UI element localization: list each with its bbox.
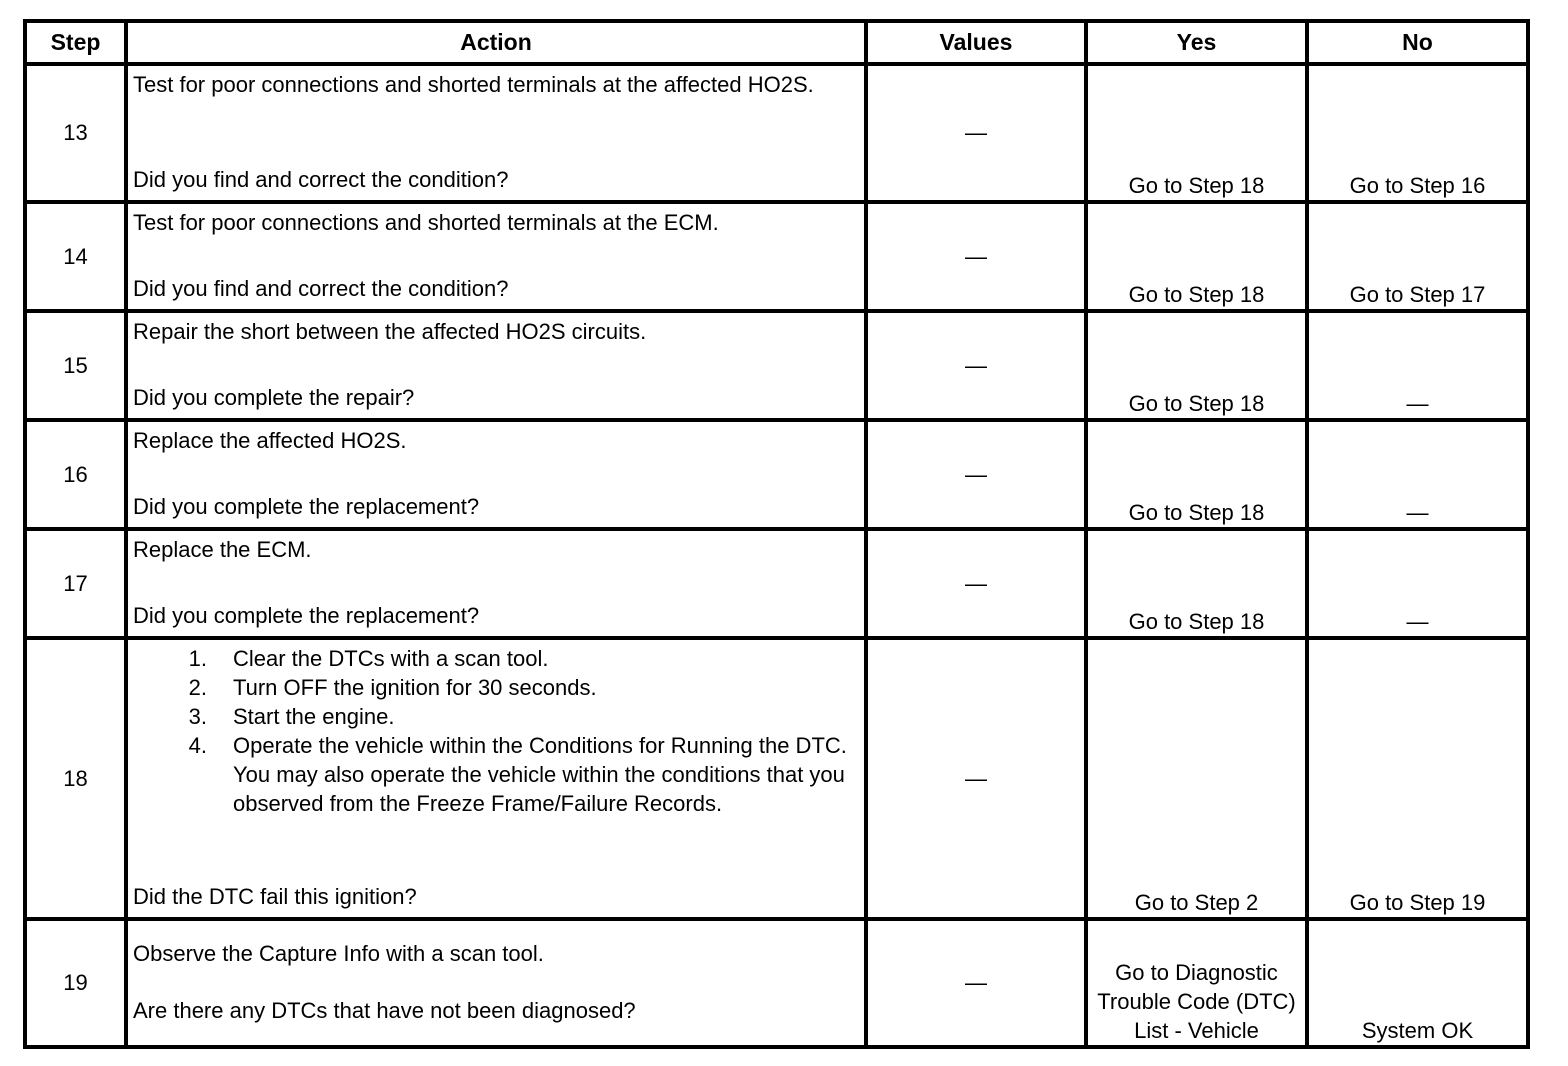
action-instruction: Observe the Capture Info with a scan tool. (133, 941, 544, 966)
table-row (25, 311, 1528, 420)
action-instruction: Test for poor connections and shorted terminals at the ECM. (133, 210, 719, 235)
action-question: Did you complete the repair? (133, 385, 415, 410)
step-number: 15 (25, 311, 126, 420)
list-item (133, 673, 858, 702)
list-item-number: 2. (188, 675, 207, 700)
list-item-number: 1. (188, 646, 207, 671)
action-cell (126, 638, 866, 919)
step-number: 17 (25, 529, 126, 638)
action-question: Are there any DTCs that have not been diagnosed? (133, 998, 636, 1023)
values-cell: — (866, 420, 1086, 529)
list-item-text: Start the engine. (233, 704, 395, 729)
yes-cell: Go to Step 18 (1086, 311, 1307, 420)
action-question: Did you find and correct the condition? (133, 276, 509, 301)
header-values: Values (866, 21, 1086, 64)
action-cell (126, 64, 866, 202)
no-cell: — (1307, 420, 1528, 529)
yes-cell: Go to Step 2 (1086, 638, 1307, 919)
list-item-text: Turn OFF the ignition for 30 seconds. (233, 675, 597, 700)
values-cell: — (866, 311, 1086, 420)
step-number: 16 (25, 420, 126, 529)
table-row (25, 919, 1528, 1047)
action-question: Did you complete the replacement? (133, 603, 480, 628)
yes-cell: Go to Diagnostic Trouble Code (DTC) List - Vehicle (1086, 919, 1307, 1047)
header-row (25, 21, 1528, 64)
header-step: Step (25, 21, 126, 64)
diagnostic-table (23, 19, 1530, 1049)
no-cell: Go to Step 19 (1307, 638, 1528, 919)
list-item-number: 4. (188, 733, 207, 758)
action-question: Did you complete the replacement? (133, 494, 480, 519)
header-no: No (1307, 21, 1528, 64)
list-item-number: 3. (188, 704, 207, 729)
action-cell (126, 311, 866, 420)
table-row (25, 202, 1528, 311)
action-question: Did you find and correct the condition? (133, 167, 509, 192)
list-item (133, 702, 858, 731)
action-instruction: Replace the affected HO2S. (133, 428, 407, 453)
values-cell: — (866, 638, 1086, 919)
list-item (133, 644, 858, 673)
action-instruction: Repair the short between the affected HO2S circuits. (133, 319, 647, 344)
no-cell: — (1307, 311, 1528, 420)
values-cell: — (866, 919, 1086, 1047)
yes-cell: Go to Step 18 (1086, 202, 1307, 311)
procedure-list (133, 644, 858, 818)
action-instruction: Test for poor connections and shorted terminals at the affected HO2S. (133, 72, 814, 97)
header-yes: Yes (1086, 21, 1307, 64)
step-number: 19 (25, 919, 126, 1047)
step-number: 18 (25, 638, 126, 919)
table-row (25, 529, 1528, 638)
list-item-text: Operate the vehicle within the Conditions for Running the DTC. You may also operate the vehicle within the conditions that you observed from the Freeze Frame/Failure Records. (233, 733, 847, 816)
no-cell: Go to Step 17 (1307, 202, 1528, 311)
action-cell (126, 202, 866, 311)
step-number: 13 (25, 64, 126, 202)
action-cell (126, 420, 866, 529)
table-row (25, 638, 1528, 919)
no-cell: — (1307, 529, 1528, 638)
action-question: Did the DTC fail this ignition? (133, 884, 417, 909)
table-row (25, 64, 1528, 202)
yes-cell: Go to Step 18 (1086, 529, 1307, 638)
header-action: Action (126, 21, 866, 64)
no-cell: System OK (1307, 919, 1528, 1047)
table-row (25, 420, 1528, 529)
action-instruction: Replace the ECM. (133, 537, 312, 562)
values-cell: — (866, 202, 1086, 311)
yes-cell: Go to Step 18 (1086, 64, 1307, 202)
action-cell (126, 919, 866, 1047)
action-cell (126, 529, 866, 638)
yes-cell: Go to Step 18 (1086, 420, 1307, 529)
values-cell: — (866, 529, 1086, 638)
list-item (133, 731, 858, 818)
no-cell: Go to Step 16 (1307, 64, 1528, 202)
list-item-text: Clear the DTCs with a scan tool. (233, 646, 549, 671)
step-number: 14 (25, 202, 126, 311)
values-cell: — (866, 64, 1086, 202)
